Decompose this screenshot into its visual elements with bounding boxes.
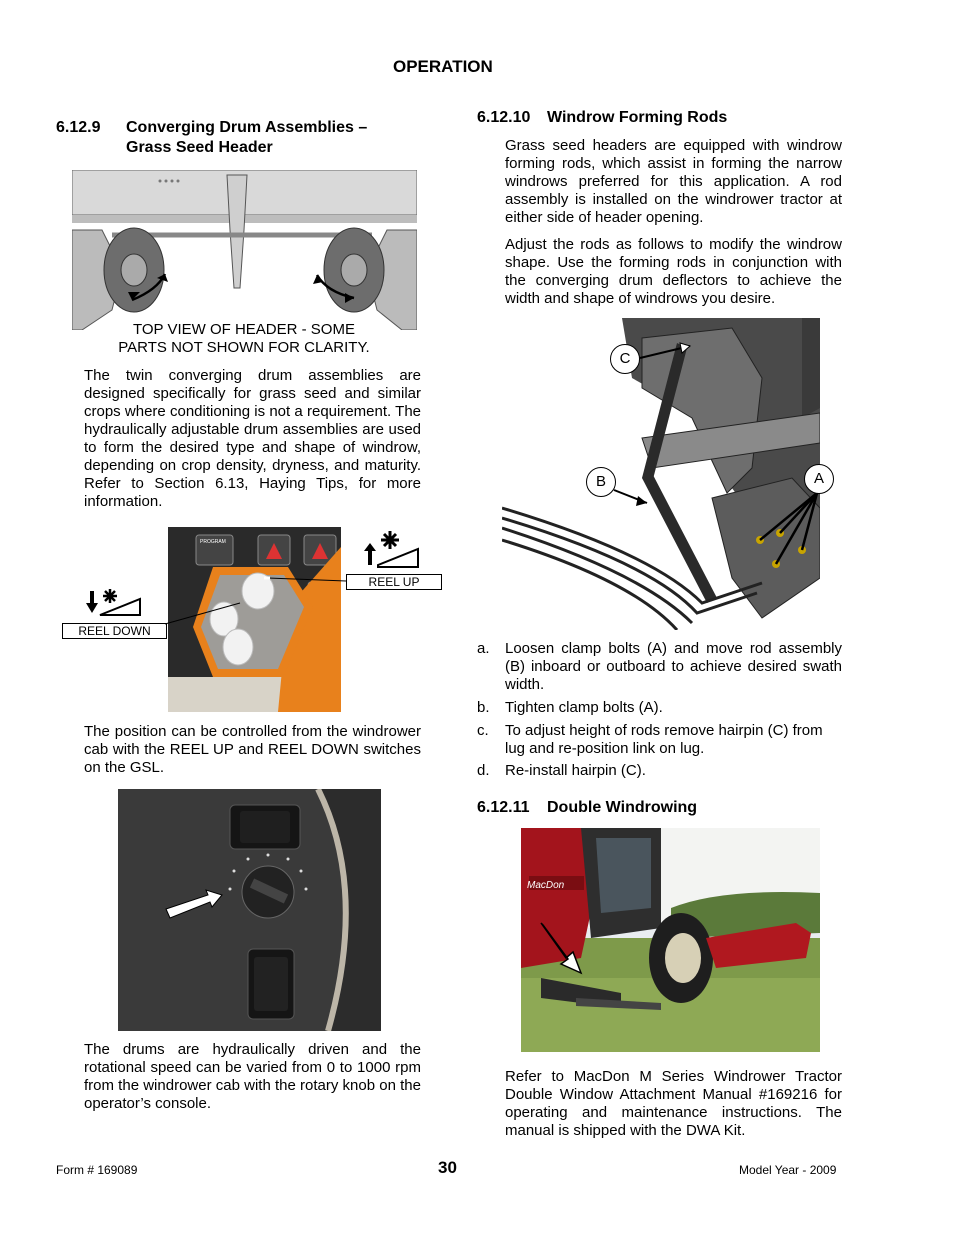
- section-title-line: Grass Seed Header: [126, 139, 273, 156]
- paragraph: The position can be controlled from the windrower cab with the REEL UP and REEL DOWN switches on the GSL.: [84, 723, 421, 776]
- page-number: 30: [438, 1158, 457, 1177]
- section-number: 6.12.10: [477, 109, 531, 126]
- label-c-circle: [610, 344, 640, 374]
- section-title: Windrow Forming Rods: [547, 109, 728, 126]
- paragraph: Grass seed headers are equipped with windrow forming rods, which assist in forming the narrow windrows preferred for this application. A rod assembly is installed on the windrower tractor at either side of header opening.: [505, 137, 842, 226]
- reel-up-callout: REEL UP: [346, 574, 442, 590]
- paragraph: Adjust the rods as follows to modify the windrow shape. Use the forming rods in conjunction with the converging drum deflectors to achieve the width and shape of windrows you desire.: [505, 236, 842, 307]
- console-knob-photo: [118, 789, 381, 1031]
- section-title: Double Windrowing: [547, 799, 698, 816]
- section-title-line: Converging Drum Assemblies –: [126, 119, 368, 136]
- label-b: B: [595, 473, 606, 490]
- forming-rods-figure: [502, 318, 820, 630]
- list-item: Tighten clamp bolts (A).: [505, 699, 663, 716]
- form-number: Form # 169089: [56, 1163, 138, 1177]
- model-year: Model Year - 2009: [739, 1163, 837, 1177]
- paragraph: The drums are hydraulically driven and the rotational speed can be varied from 0 to 1000 rpm from the windrower cab with the rotary knob on the operator’s console.: [84, 1041, 421, 1112]
- label-c: C: [619, 350, 631, 367]
- list-item-letter: a.: [477, 640, 490, 657]
- page-header: OPERATION: [393, 57, 493, 76]
- figure-caption-line: PARTS NOT SHOWN FOR CLARITY.: [118, 339, 370, 356]
- label-a-circle: [804, 464, 834, 494]
- list-item-letter: b.: [477, 699, 490, 716]
- list-item-letter: d.: [477, 762, 490, 779]
- section-number: 6.12.11: [477, 799, 530, 816]
- photo-brand-label: MacDon: [527, 880, 565, 891]
- figure-caption-line: TOP VIEW OF HEADER - SOME: [133, 321, 355, 338]
- paragraph: Refer to MacDon M Series Windrower Tractor Double Window Attachment Manual #169216 for operating and maintenance instructions. The manual is shipped with the DWA Kit.: [505, 1068, 842, 1139]
- gsl-program-label: PROGRAM: [200, 539, 226, 545]
- reel-down-callout: REEL DOWN: [62, 623, 167, 639]
- double-windrow-photo: [521, 828, 820, 1052]
- section-number: 6.12.9: [56, 119, 101, 136]
- list-item: To adjust height of rods remove hairpin (C) from lug and re-position link on lug.: [505, 722, 823, 757]
- list-item: Loosen clamp bolts (A) and move rod assembly (B) inboard or outboard to achieve desired swath width.: [505, 640, 842, 693]
- label-a: A: [813, 470, 824, 487]
- label-b-circle: [586, 467, 616, 497]
- paragraph: The twin converging drum assemblies are designed specifically for grass seed and similar crops where conditioning is not a requirement. The hydraulically adjustable drum assemblies are used to form the desired type and shape of windrow, depending on crop density, dryness, and maturity. Refer to Section 6.13, Haying Tips, for more information.: [84, 367, 421, 510]
- list-item: Re-install hairpin (C).: [505, 762, 646, 779]
- list-item-letter: c.: [477, 722, 489, 739]
